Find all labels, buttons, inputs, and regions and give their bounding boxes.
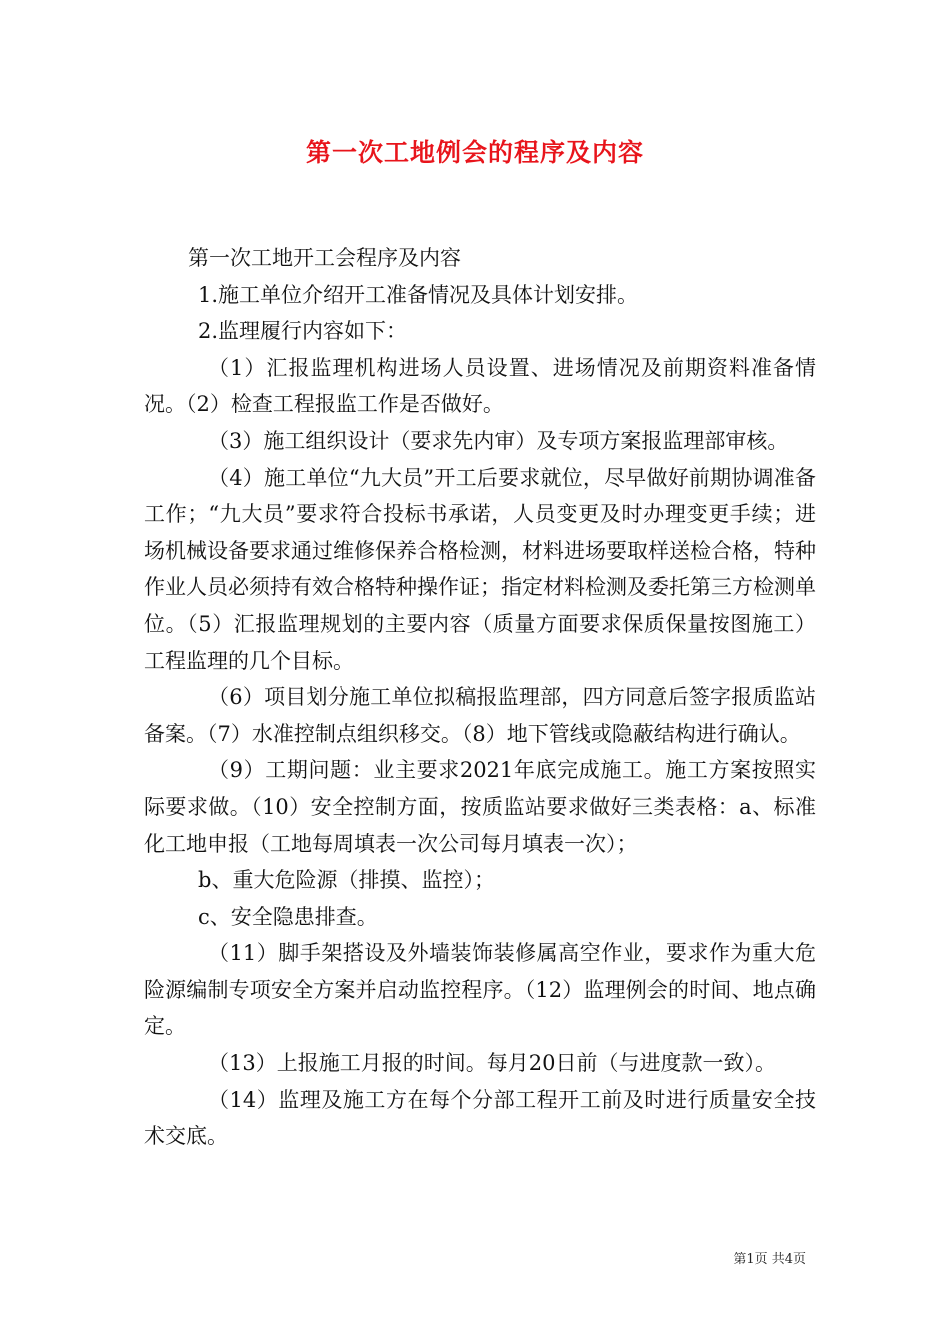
section-heading: 第一次工地开工会程序及内容 [188,246,461,270]
paragraph: （11）脚手架搭设及外墙装饰装修属高空作业，要求作为重大危险源编制专项安全方案并启动监控程序。（12）监理例会的时间、地点确定。 [144,941,816,1039]
paragraph-subitem-c: c、安全隐患排查。 [198,904,378,929]
paragraph-item-1: 1.施工单位介绍开工准备情况及具体计划安排。 [198,282,639,307]
paragraph: （1）汇报监理机构进场人员设置、进场情况及前期资料准备情况。（2）检查工程报监工作是否做好。 [144,355,816,417]
page-number: 第1页 共4页 [733,1252,806,1267]
paragraph: （4）施工单位“九大员”开工后要求就位，尽早做好前期协调准备工作；“九大员”要求符合投标书承诺，人员变更及时办理变更手续；进场机械设备要求通过维修保养合格检测，材料进场要取样送检合格，特种作业人员必须持有效合格特种操作证；指定材料检测及委托第三方检测单位。（5）汇报监理规划的主要内容（质量方面要求保质保量按图施工）工程监理的几个目标。 [144,465,816,673]
paragraph-subitem-b: b、重大危险源（排摸、监控）； [198,868,495,893]
paragraph: （3）施工组织设计（要求先内审）及专项方案报监理部审核。 [208,428,789,453]
document-title: 第一次工地例会的程序及内容 [305,138,644,167]
paragraph: （13）上报施工月报的时间。每月20日前（与进度款一致）。 [208,1051,776,1076]
paragraph: （9）工期问题：业主要求2021年底完成施工。施工方案按照实际要求做。（10）安全控制方面，按质监站要求做好三类表格：a、标准化工地申报（工地每周填表一次公司每月填表一次）； [144,758,816,856]
paragraph-item-2: 2.监理履行内容如下： [198,319,408,344]
paragraph: （6）项目划分施工单位拟稿报监理部，四方同意后签字报质监站备案。（7）水准控制点组织移交。（8）地下管线或隐蔽结构进行确认。 [144,685,816,746]
document-body [144,240,816,1155]
paragraph: （14）监理及施工方在每个分部工程开工前及时进行质量安全技术交底。 [144,1087,816,1149]
